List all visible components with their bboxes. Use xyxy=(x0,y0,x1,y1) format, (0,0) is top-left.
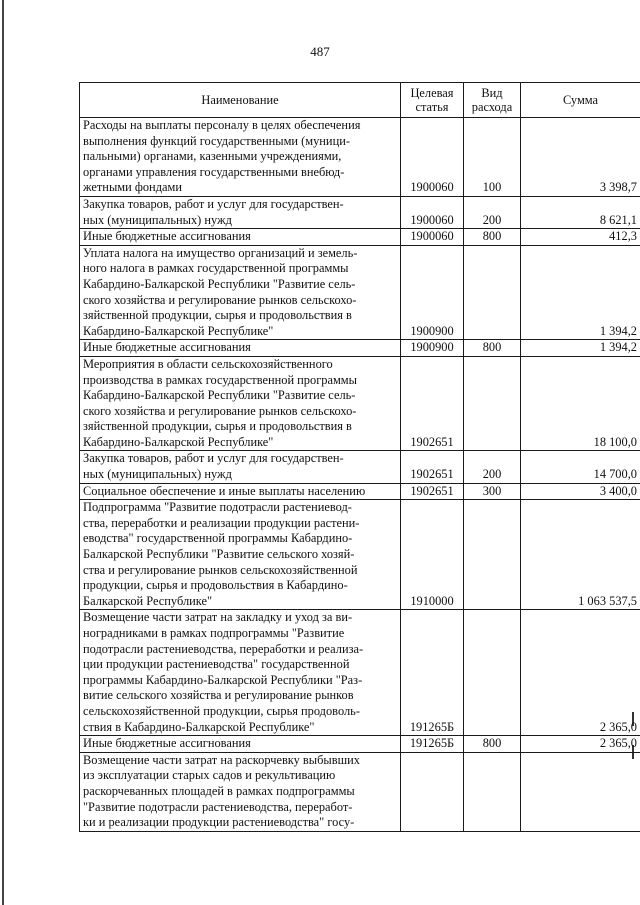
row-target-article-cell: 1902651 xyxy=(401,483,464,500)
row-name-line: Мероприятия в области сельскохозяйственного xyxy=(83,356,333,371)
row-expense-type-cell xyxy=(464,610,521,736)
row-name-line: продукции, сырья и продовольствия в Кабардино- xyxy=(83,578,348,593)
row-target-article-cell: 1902651 xyxy=(401,356,464,451)
row-expense-type-cell xyxy=(464,752,521,831)
row-sum-cell: 1 394,2 xyxy=(521,245,640,340)
row-name-line: Кабардино-Балкарской Республике" xyxy=(83,434,274,449)
page-number: 487 xyxy=(310,44,330,59)
table-row xyxy=(80,229,640,246)
row-name-line: ного налога в рамках государственной программы xyxy=(83,261,349,276)
row-name-line: ки и реализации продукции растениеводства" госу- xyxy=(83,815,355,830)
table-row xyxy=(80,451,640,483)
row-name-line: ства, переработки и реализации продукции растени- xyxy=(83,515,360,530)
row-expense-type-cell: 100 xyxy=(464,118,521,197)
row-target-article-cell xyxy=(401,752,464,831)
row-name-cell xyxy=(80,229,401,246)
row-name-line: зяйственной продукции, сырья и продовольствия в xyxy=(83,419,352,434)
row-target-article-cell: 1902651 xyxy=(401,451,464,483)
row-name-cell xyxy=(80,340,401,357)
row-name-line: ства и регулирование рынков сельскохозяйственной xyxy=(83,562,358,577)
row-sum-cell: 8 621,1 xyxy=(521,196,640,228)
row-sum-cell: 14 700,0 xyxy=(521,451,640,483)
row-name-line: Возмещение части затрат на раскорчевку выбывших xyxy=(83,752,360,767)
row-name-line: подотрасли растениеводства, переработки и реализа- xyxy=(83,641,364,656)
row-name-line: Уплата налога на имущество организаций и земель- xyxy=(83,245,358,260)
row-name-line: пальными) органами, казенными учреждениями, xyxy=(83,149,342,164)
row-name-line: Кабардино-Балкарской Республики "Развитие сель- xyxy=(83,388,356,403)
row-name-cell xyxy=(80,356,401,451)
row-sum-cell: 1 394,2 xyxy=(521,340,640,357)
row-expense-type-cell xyxy=(464,245,521,340)
row-name-line: программы Кабардино-Балкарской Республики "Раз- xyxy=(83,672,363,687)
row-name-line: из эксплуатации старых садов и рекультивацию xyxy=(83,768,336,783)
row-name-line: Закупка товаров, работ и услуг для государствен- xyxy=(83,196,344,211)
table-row xyxy=(80,196,640,228)
table-row xyxy=(80,245,640,340)
row-target-article-cell: 1900060 xyxy=(401,196,464,228)
row-sum-cell: 1 063 537,5 xyxy=(521,500,640,610)
table-row xyxy=(80,500,640,610)
row-sum-cell: 412,3 xyxy=(521,229,640,246)
row-name-line: Возмещение части затрат на закладку и уход за ви- xyxy=(83,610,353,625)
row-name-line: Балкарской Республики "Развитие сельского хозяй- xyxy=(83,547,355,562)
table-row xyxy=(80,118,640,197)
scan-margin-line xyxy=(2,0,4,905)
row-name-line: Иные бюджетные ассигнования xyxy=(83,736,251,751)
row-sum-cell: 3 398,7 xyxy=(521,118,640,197)
row-name-line: ствия в Кабардино-Балкарской Республике" xyxy=(83,719,315,734)
row-expense-type-cell: 200 xyxy=(464,451,521,483)
row-name-cell xyxy=(80,245,401,340)
row-sum-cell xyxy=(521,752,640,831)
row-target-article-cell: 1900900 xyxy=(401,245,464,340)
row-name-line: сельскохозяйственной продукции, сырья продоволь- xyxy=(83,703,360,718)
row-name-line: Балкарской Республике" xyxy=(83,593,213,608)
row-sum-cell: 2 365,0 xyxy=(521,736,640,753)
row-name-cell xyxy=(80,610,401,736)
row-name-line: Кабардино-Балкарской Республике" xyxy=(83,323,274,338)
row-name-line: ского хозяйства и регулирование рынков сельскохо- xyxy=(83,403,357,418)
row-name-line: ноградниками в рамках подпрограммы "Развитие xyxy=(83,626,345,640)
row-name-line: Иные бюджетные ассигнования xyxy=(83,340,251,355)
table-row xyxy=(80,356,640,451)
table-row xyxy=(80,736,640,753)
row-expense-type-cell xyxy=(464,500,521,610)
row-name-line: еводства" государственной программы Кабардино- xyxy=(83,531,353,546)
row-name-cell xyxy=(80,451,401,483)
table-row xyxy=(80,752,640,831)
budget-table xyxy=(79,82,640,832)
header-sum: Сумма xyxy=(521,83,640,118)
row-name-line: ных (муниципальных) нужд xyxy=(83,212,232,227)
row-target-article-cell: 1900060 xyxy=(401,229,464,246)
row-name-line: Социальное обеспечение и иные выплаты населению xyxy=(83,483,366,498)
row-sum-cell: 3 400,0 xyxy=(521,483,640,500)
row-target-article-cell: 1900900 xyxy=(401,340,464,357)
row-target-article-cell: 191265Б xyxy=(401,610,464,736)
table-row xyxy=(80,483,640,500)
row-sum-cell: 18 100,0 xyxy=(521,356,640,451)
row-name-line: "Развитие подотрасли растениеводства, переработ- xyxy=(83,799,353,814)
row-name-cell xyxy=(80,500,401,610)
row-expense-type-cell: 300 xyxy=(464,483,521,500)
row-expense-type-cell: 800 xyxy=(464,229,521,246)
row-name-line: производства в рамках государственной программы xyxy=(83,372,357,387)
row-name-cell xyxy=(80,752,401,831)
row-expense-type-cell: 800 xyxy=(464,736,521,753)
header-name: Наименование xyxy=(80,83,401,118)
row-name-line: раскорчеванных площадей в рамках подпрограммы xyxy=(83,783,355,798)
row-name-cell xyxy=(80,196,401,228)
row-name-line: Кабардино-Балкарской Республики "Развитие сель- xyxy=(83,276,356,291)
row-name-cell xyxy=(80,483,401,500)
row-name-line: ции продукции растениеводства" государственной xyxy=(83,657,350,672)
row-name-cell xyxy=(80,118,401,197)
row-target-article-cell: 1900060 xyxy=(401,118,464,197)
row-name-line: жетными фондами xyxy=(83,180,182,195)
row-name-line: Закупка товаров, работ и услуг для государствен- xyxy=(83,451,344,466)
row-name-line: Расходы на выплаты персоналу в целях обеспечения xyxy=(83,118,361,132)
row-expense-type-cell: 800 xyxy=(464,340,521,357)
row-name-line: зяйственной продукции, сырья и продовольствия в xyxy=(83,308,352,323)
row-name-line: органами управления государственными внебюд- xyxy=(83,164,345,179)
row-name-line: ных (муниципальных) нужд xyxy=(83,467,232,482)
row-target-article-cell: 191265Б xyxy=(401,736,464,753)
table-header-row xyxy=(80,83,640,118)
row-name-line: выполнения функций государственными (муници- xyxy=(83,133,350,148)
table-row xyxy=(80,610,640,736)
table-row xyxy=(80,340,640,357)
row-target-article-cell: 1910000 xyxy=(401,500,464,610)
row-expense-type-cell: 200 xyxy=(464,196,521,228)
row-name-line: Иные бюджетные ассигнования xyxy=(83,229,251,244)
row-name-cell xyxy=(80,736,401,753)
header-target-article: Целевая статья xyxy=(401,83,464,118)
row-name-line: ского хозяйства и регулирование рынков сельскохо- xyxy=(83,292,357,307)
row-expense-type-cell xyxy=(464,356,521,451)
row-name-line: Подпрограмма "Развитие подотрасли растениевод- xyxy=(83,500,352,515)
row-sum-cell: 2 365,0 xyxy=(521,610,640,736)
header-expense-type: Вид расхода xyxy=(464,83,521,118)
row-name-line: витие сельского хозяйства и регулирование рынков xyxy=(83,688,354,703)
